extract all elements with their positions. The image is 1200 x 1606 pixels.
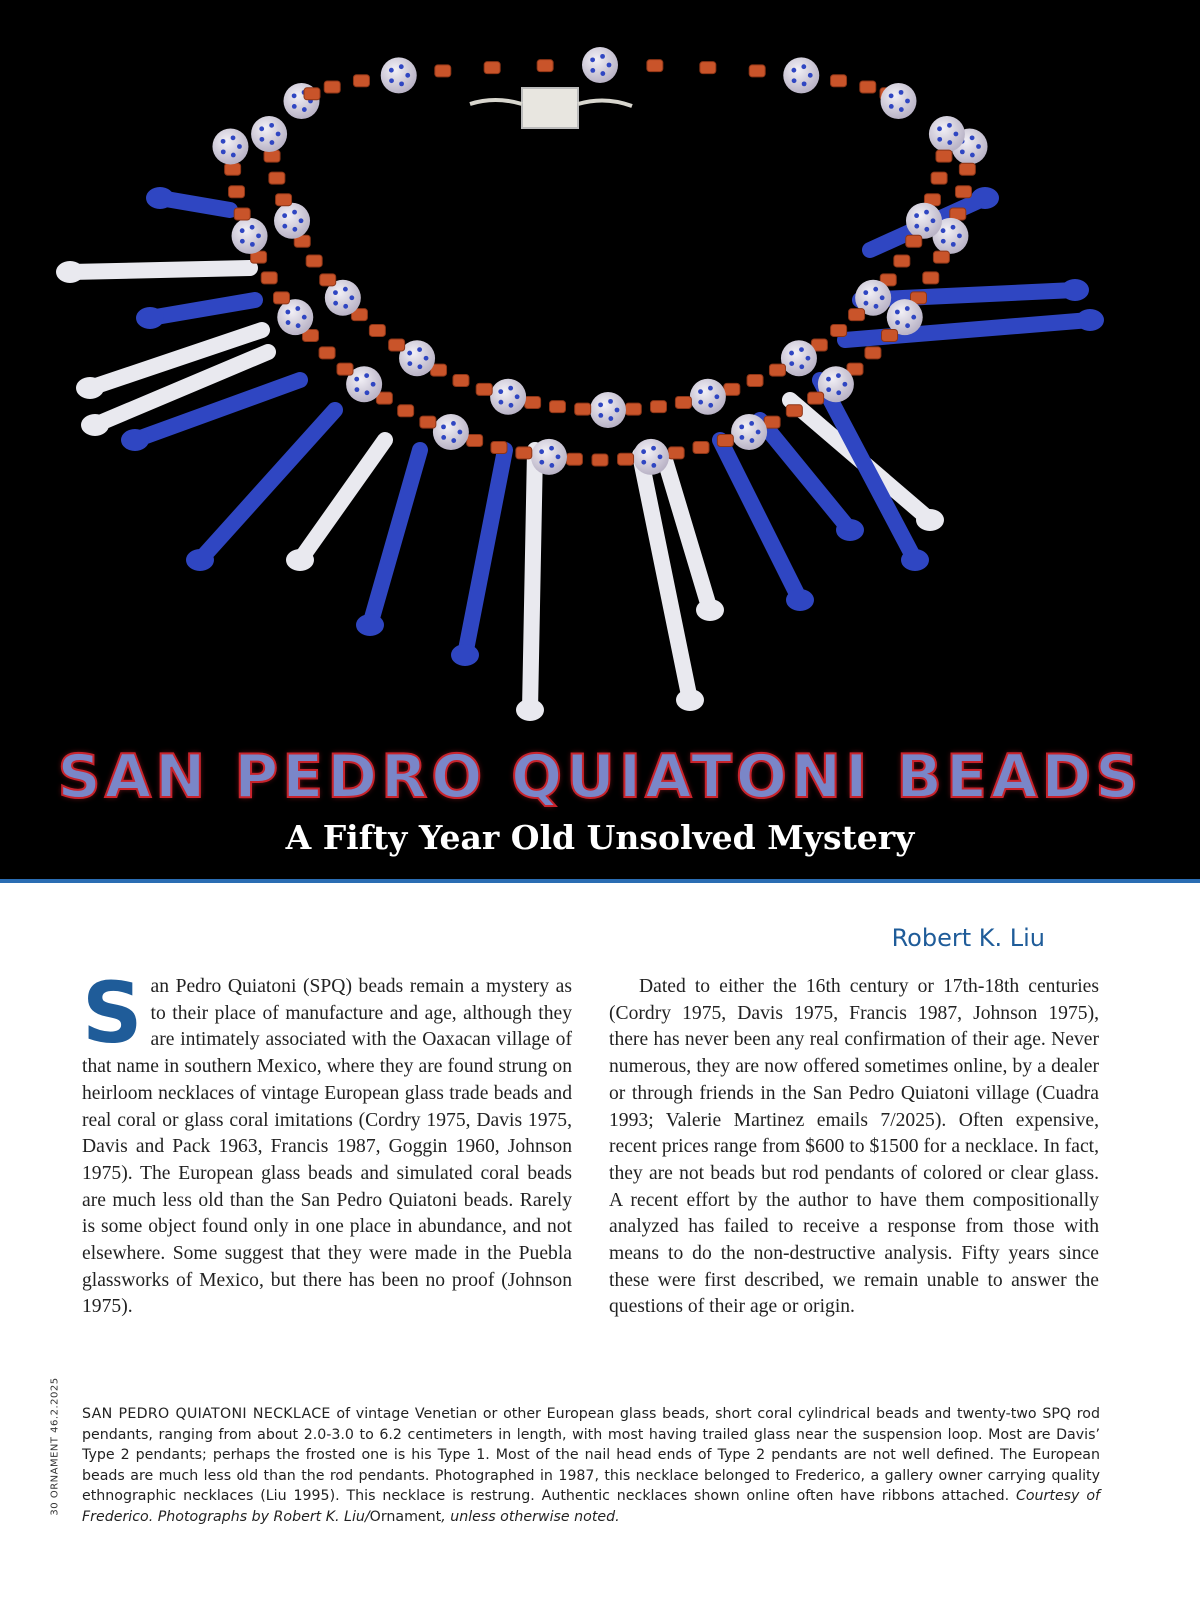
folio-text: 30 ORNAMENT 46.2.2025 xyxy=(49,1377,61,1516)
author-byline: Robert K. Liu xyxy=(891,924,1045,952)
clasp xyxy=(470,88,632,128)
drop-cap: S xyxy=(82,964,143,1062)
caption-credit: Courtesy of Frederico. Photographs by Robert K. Liu/ xyxy=(82,1488,1100,1525)
photo-caption: SAN PEDRO QUIATONI NECKLACE of vintage Venetian or other European glass beads, short coral cylindrical beads and twenty-two SPQ rod pendants, ranging from about 2.0-3.0 to 6.2 centimeters in length, with most having trailed glass near the suspension loop. Most are Davis’ Type 2 pendants; perhaps the frosted one is his Type 1. Most of the nail head ends of Type 2 pendants are not well defined. The European beads are much less old than the rod pendants. Photographed in 1987, this necklace belonged to Frederico, a gallery owner carrying quality ethnographic necklaces (Liu 1995). This necklace is restrung. Authentic necklaces shown online often have ribbons attached. Courtesy of Frederico. Photographs by Robert K. Liu/Ornament, unless otherwise noted. xyxy=(82,1406,1100,1525)
caption-credit-publication: Ornament xyxy=(369,1508,442,1525)
article-column-2 xyxy=(609,974,1099,1321)
page-folio xyxy=(40,1377,70,1526)
caption-heading: SAN PEDRO QUIATONI NECKLACE xyxy=(82,1406,331,1422)
article-column-1 xyxy=(82,964,572,1321)
caption-body: of vintage Venetian or other European glass beads, short coral cylindrical beads and twenty-two SPQ rod pendants, ranging from about 2.0-3.0 to 6.2 centimeters in length, with most having trailed glass near the suspension loop. Most are Davis’ Type 2 pendants; perhaps the frosted one is his Type 1. Most of the nail head ends of Type 2 pendants are not well defined. The European beads are much less old than the rod pendants. Photographed in 1987, this necklace belonged to Frederico, a gallery owner carrying quality ethnographic necklaces (Liu 1995). This necklace is restrung. Authentic necklaces shown online often have ribbons attached. xyxy=(82,1406,1100,1505)
column-1-text: an Pedro Quiatoni (SPQ) beads remain a mystery as to their place of manufacture and age, although they are intimately associated with the Oaxacan village of that name in southern Mexico, where they are found strung on heirloom necklaces of vintage European glass trade beads and real coral or glass coral imitations (Cordry 1975, Davis 1975, Davis and Pack 1963, Francis 1987, Goggin 1960, Johnson 1975). The European glass beads and simulated coral beads are much less old than the San Pedro Quiatoni beads. Rarely is some object found only in one place in abundance, and not elsewhere. Some suggest that they were made in the Puebla glassworks of Mexico, but there has been no proof (Johnson 1975). xyxy=(82,976,572,1318)
page-title: SAN PEDRO QUIATONI BEADS xyxy=(57,742,1143,812)
page-subtitle: A Fifty Year Old Unsolved Mystery xyxy=(285,818,915,857)
column-2-text: Dated to either the 16th century or 17th-18th centuries (Cordry 1975, Davis 1975, Francis 1987, Johnson 1975), there has never been any real confirmation of their age. Never numerous, they are now offered sometimes online, by a dealer or through friends in the San Pedro Quiatoni village (Cuadra 1993; Valerie Martinez emails 7/2025). Often expensive, recent prices range from $600 to $1500 for a necklace. In fact, they are not beads but rod pendants of colored or clear glass. A recent effort by the author to have them compositionally analyzed has failed to receive a response from those with means to do the non-destructive analysis. Fifty years since these were first described, we remain unable to answer the questions of their age or origin. xyxy=(609,976,1099,1318)
